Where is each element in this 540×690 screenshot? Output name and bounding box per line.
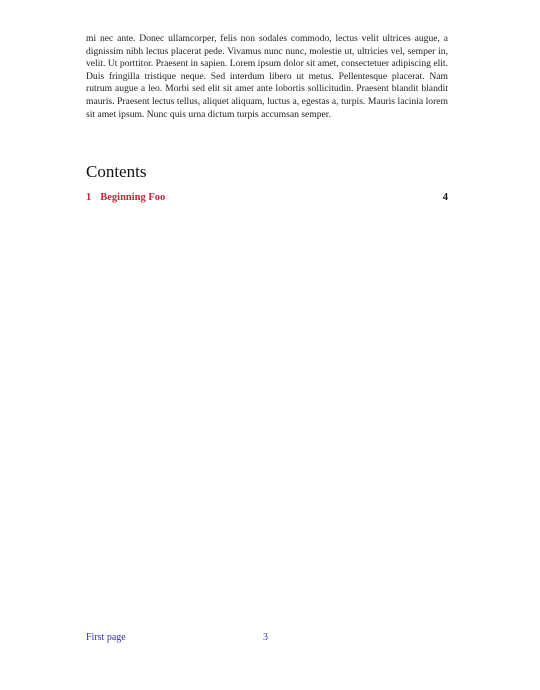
toc-entry-page: 4 bbox=[442, 192, 448, 203]
toc-entry[interactable] bbox=[86, 192, 448, 206]
first-page-link[interactable]: First page bbox=[86, 632, 126, 643]
toc-entry-title: Beginning Foo bbox=[100, 192, 166, 203]
toc-entry-number: 1 bbox=[86, 192, 92, 203]
body-paragraph: mi nec ante. Donec ullamcorper, felis non sodales commodo, lectus velit ultrices augue, a dignissim nibh lectus placerat pede. Vivamus nunc nunc, molestie ut, ultricies vel, semper in, velit. Ut porttitor. Praesent in sapien. Lorem ipsum dolor sit amet, consectetuer adipiscing elit. Duis fringilla tristique neque. Sed interdum libero ut metus. Pellentesque placerat. Nam rutrum augue a leo. Morbi sed elit sit amet ante lobortis sollicitudin. Praesent blandit blandit mauris. Praesent lectus tellus, aliquet aliquam, luctus a, egestas a, turpis. Mauris lacinia lorem sit amet ipsum. Nunc quis urna dictum turpis accumsan semper. bbox=[86, 33, 448, 120]
toc-entry-link[interactable] bbox=[86, 192, 165, 203]
toc-heading: Contents bbox=[86, 162, 147, 181]
page-number: 3 bbox=[263, 632, 268, 643]
